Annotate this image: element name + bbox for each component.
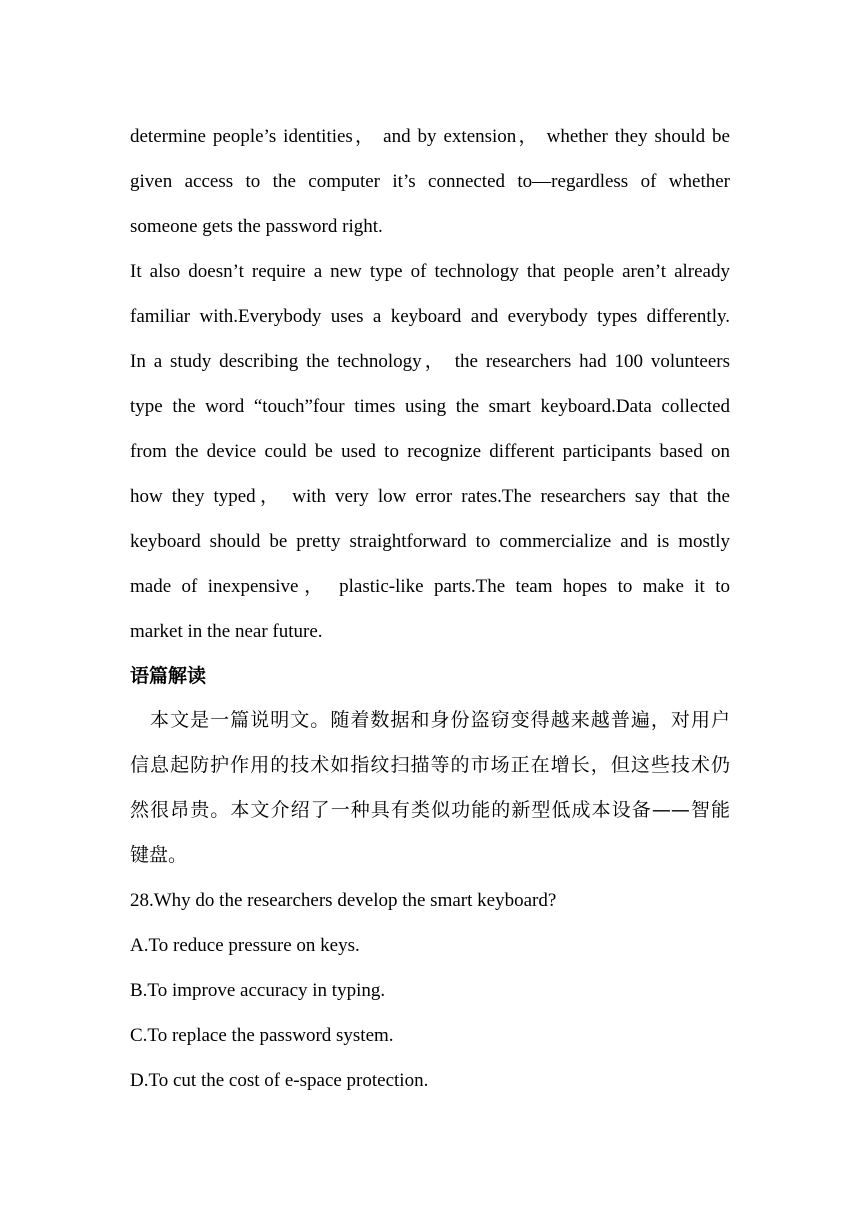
passage-paragraph-1 — [130, 114, 730, 249]
question-stem: 28.Why do the researchers develop the smart keyboard? — [130, 890, 557, 911]
text-line: type the word “touch”four times using the smart keyboard.Data collected — [130, 396, 730, 417]
text-line: In a study describing the technology， the researchers had 100 volunteers — [130, 351, 730, 372]
option-c: C.To replace the password system. — [130, 1025, 394, 1046]
text-line: how they typed， with very low error rates.The researchers say that the — [130, 486, 730, 507]
text-line: market in the near future. — [130, 621, 323, 642]
text-line: 信息起防护作用的技术如指纹扫描等的市场正在增长，但这些技术仍 — [130, 754, 730, 776]
text-line: 本文是一篇说明文。随着数据和身份盗窃变得越来越普遍，对用户 — [130, 709, 730, 731]
text-line: familiar with.Everybody uses a keyboard and everybody types differently. — [130, 306, 730, 327]
document-page — [130, 114, 730, 1103]
text-line: made of inexpensive， plastic-like parts.The team hopes to make it to — [130, 576, 730, 597]
option-d: D.To cut the cost of e-space protection. — [130, 1070, 429, 1091]
text-line: 然很昂贵。本文介绍了一种具有类似功能的新型低成本设备——智能 — [130, 799, 730, 821]
passage-paragraph-2 — [130, 249, 730, 654]
option-a: A.To reduce pressure on keys. — [130, 935, 360, 956]
option-b: B.To improve accuracy in typing. — [130, 980, 386, 1001]
text-line: 键盘。 — [130, 844, 188, 866]
text-line: keyboard should be pretty straightforward to commercialize and is mostly — [130, 531, 730, 552]
text-line: someone gets the password right. — [130, 216, 383, 237]
text-line: from the device could be used to recognize different participants based on — [130, 441, 730, 462]
text-line: determine people’s identities， and by extension， whether they should be — [130, 126, 730, 147]
analysis-paragraph — [130, 698, 730, 878]
text-line: given access to the computer it’s connected to—regardless of whether — [130, 171, 730, 192]
text-line: It also doesn’t require a new type of technology that people aren’t already — [130, 261, 730, 282]
analysis-heading: 语篇解读 — [130, 665, 207, 687]
